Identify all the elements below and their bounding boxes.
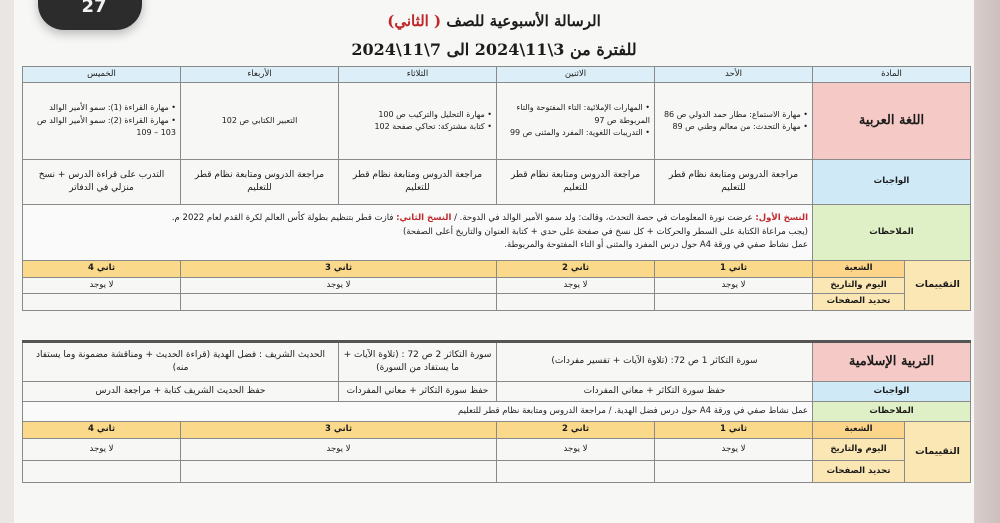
homework-sun-mon: حفظ سورة التكاثر + معاني المفردات [497,382,813,402]
section-2: ثاني 2 [497,261,655,278]
arabic-homework-row [23,160,971,205]
pages-label: تحديد الصفحات [813,461,905,483]
lesson-sun [655,83,813,160]
pages-label: تحديد الصفحات [813,294,905,311]
section-1: ثاني 1 [655,261,813,278]
page-title [14,12,974,30]
lesson-mon [497,83,655,160]
pages-2 [497,461,655,483]
homework-wed: مراجعة الدروس ومتابعة نظام قطر للتعليم [181,160,339,205]
lesson-wed-thu: الحديث الشريف : فضل الهدية (قراءة الحديث + ومناقشة مضمونة وما يستفاد منه) [23,342,339,382]
col-wed: الأربعاء [181,67,339,83]
lesson-item: • المهارات الإملائية: التاء المفتوحة والتاء المربوطة ص 97 [501,102,650,127]
arabic-notes [23,205,813,261]
section-4: ثاني 4 [23,261,181,278]
pages-3 [181,294,497,311]
section-4: ثاني 4 [23,422,181,439]
date-2: لا يوجد [497,278,655,294]
lesson-item: التعبير الكتابي ص 102 [221,115,298,125]
col-sun: الأحد [655,67,813,83]
col-subject: المادة [813,67,971,83]
evaluations-label: التقييمات [905,261,971,311]
pages-4 [23,461,181,483]
header-row [23,67,971,83]
pages-3 [181,461,497,483]
subject-arabic: اللغة العربية [813,83,971,160]
date-4: لا يوجد [23,278,181,294]
notes-label: الملاحظات [813,205,971,261]
pages-1 [655,294,813,311]
islamic-notes: عمل نشاط صفي في ورقة A4 حول درس فضل الهدية. / مراجعة الدروس ومتابعة نظام قطر للتعليم [23,402,813,422]
lesson-item: • التدريبات اللغوية: المفرد والمثنى ص 99 [501,127,650,139]
notes-line-1 [27,212,808,226]
islamic-section-row [23,422,971,439]
evaluations-label: التقييمات [905,422,971,483]
islamic-pages-row [23,461,971,483]
copy-1-label: النسخ الأول: [755,213,808,224]
notes-line-3: عمل نشاط صفي في ورقة A4 حول درس المفرد والمثنى أو التاء المفتوحة والمربوطة. [504,240,808,251]
arabic-schedule-table [22,66,971,311]
date-1: لا يوجد [655,439,813,461]
arabic-notes-row [23,205,971,261]
homework-wed-thu: حفظ الحديث الشريف كتابة + مراجعة الدرس [23,382,339,402]
lesson-item: • مهارة التحليل والتركيب ص 100 [343,109,492,121]
section-label: الشعبة [813,422,905,439]
lesson-tue [339,83,497,160]
arabic-section-row [23,261,971,278]
section-2: ثاني 2 [497,422,655,439]
section-1: ثاني 1 [655,422,813,439]
date-3: لا يوجد [181,439,497,461]
lesson-item: • مهارة القراءة (1): سمو الأمير الوالد [27,102,176,114]
copy-2-text: فازت قطر بتنظيم بطولة كأس العالم لكرة القدم لعام 2022 م. [171,213,394,224]
title-grade: ( الثاني) [387,12,442,30]
pages-2 [497,294,655,311]
copy-1-text: عرضت نورة المعلومات في حصة التحدث، وقالت: ولد سمو الأمير الوالد في الدوحة. / [454,213,753,224]
copy-2-label: النسخ الثاني: [396,213,452,224]
section-label: الشعبة [813,261,905,278]
notes-line-2: (يجب مراعاة الكتابة على السطر والحركات + كل نسخ في صفحة على حدي + كتابة العنوان والتاريخ أعلى الصفحة) [402,226,808,237]
lesson-tue: سورة التكاثر 2 ص 72 : (تلاوة الآيات + ما يستفاد من السورة) [339,342,497,382]
subject-islamic: التربية الإسلامية [813,342,971,382]
homework-label: الواجبات [813,160,971,205]
homework-thu: التدرب على قراءة الدرس + نسخ منزلي في الدفاتر [23,160,181,205]
lesson-item: • كتابة مشتركة: تحاكي صفحة 102 [343,121,492,133]
islamic-lessons-row [23,342,971,382]
islamic-notes-row [23,402,971,422]
homework-label: الواجبات [813,382,971,402]
islamic-homework-row [23,382,971,402]
col-tue: الثلاثاء [339,67,497,83]
lesson-wed [181,83,339,160]
arabic-pages-row [23,294,971,311]
pages-4 [23,294,181,311]
lesson-item: • مهارة الاستماع: مطار حمد الدولي ص 86 [659,109,808,121]
title-main: الرسالة الأسبوعية للصف [446,12,601,30]
date-2: لا يوجد [497,439,655,461]
date-3: لا يوجد [181,278,497,294]
homework-tue: مراجعة الدروس ومتابعة نظام قطر للتعليم [339,160,497,205]
islamic-schedule-table [22,340,971,483]
lesson-thu [23,83,181,160]
homework-mon: مراجعة الدروس ومتابعة نظام قطر للتعليم [497,160,655,205]
arabic-date-row [23,278,971,294]
lesson-item: • مهارة القراءة (2): سمو الأمير الوالد ص 103 – 109 [27,115,176,140]
date-1: لا يوجد [655,278,813,294]
homework-tue: حفظ سورة التكاثر + معاني المفردات [339,382,497,402]
col-mon: الاثنين [497,67,655,83]
date-label: اليوم والتاريخ [813,278,905,294]
date-4: لا يوجد [23,439,181,461]
lesson-sun-mon: سورة التكاثر 1 ص 72: (تلاوة الآيات + تفسير مفردات) [497,342,813,382]
arabic-lessons-row [23,83,971,160]
page-number: 27 [81,0,107,17]
pages-1 [655,461,813,483]
date-label: اليوم والتاريخ [813,439,905,461]
period-title: للفترة من 3\11\2024 الى 7\11\2024 [351,40,637,59]
homework-sun: مراجعة الدروس ومتابعة نظام قطر للتعليم [655,160,813,205]
lesson-item: • مهارة التحدث: من معالم وطني ص 89 [659,121,808,133]
col-thu: الخميس [23,67,181,83]
section-3: ثاني 3 [181,261,497,278]
islamic-date-row [23,439,971,461]
notes-label: الملاحظات [813,402,971,422]
section-3: ثاني 3 [181,422,497,439]
